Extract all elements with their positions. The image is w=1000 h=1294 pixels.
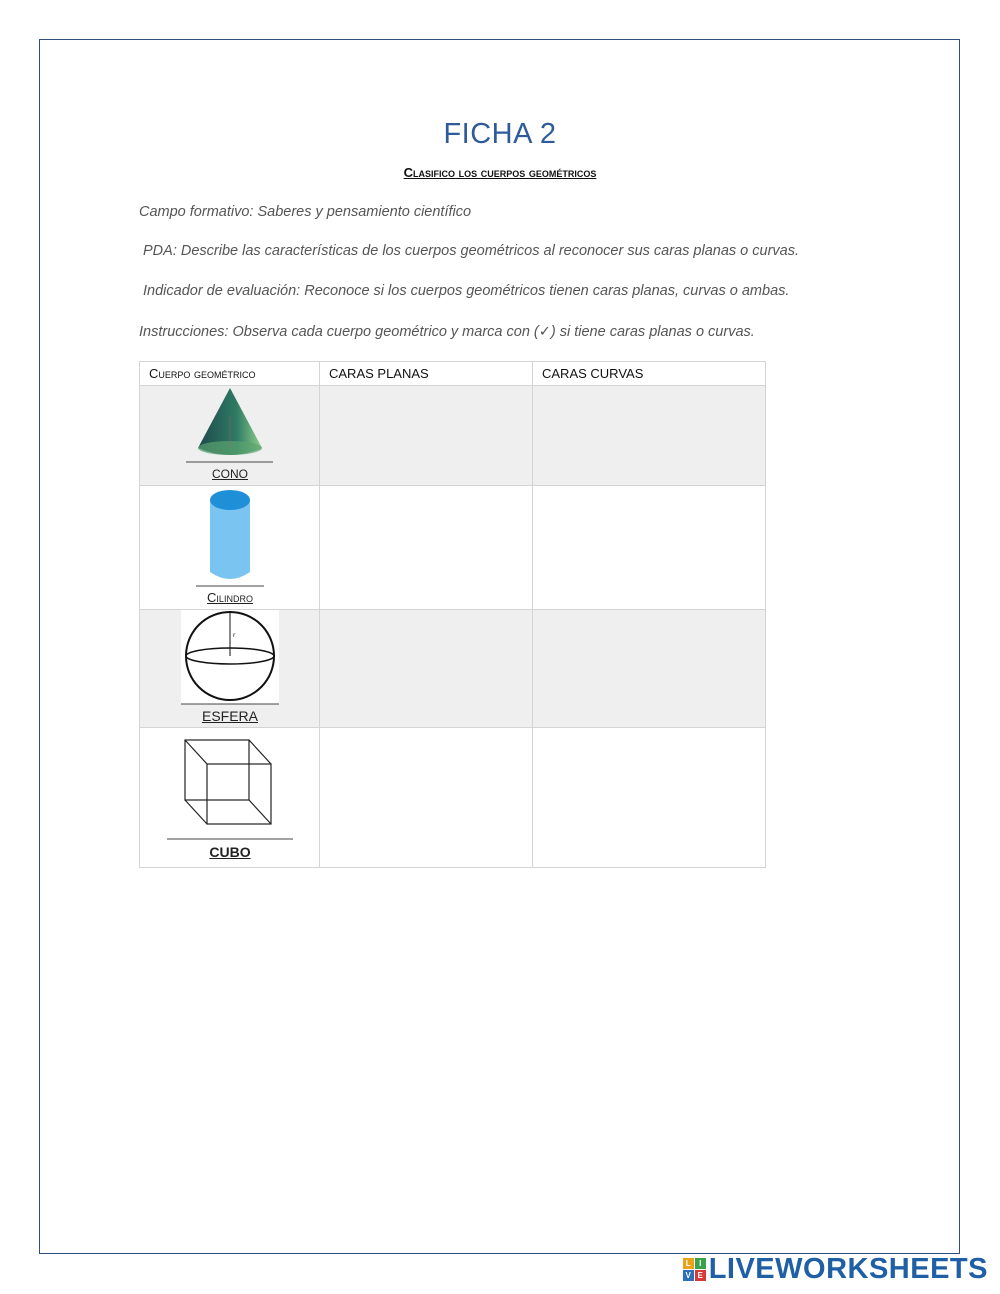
- logo-block: E: [695, 1270, 706, 1281]
- page-title: FICHA 2: [443, 118, 557, 150]
- label-esfera: ESFERA: [201, 708, 258, 724]
- cubo-caras-planas-cell[interactable]: [320, 728, 533, 868]
- logo-block: L: [683, 1258, 694, 1269]
- logo-text: LIVEWORKSHEETS: [708, 1252, 988, 1285]
- logo-block: I: [695, 1258, 706, 1269]
- page-subtitle: Clasifico los cuerpos geométricos: [403, 165, 597, 180]
- logo-blocks-icon: [683, 1258, 706, 1281]
- figure-cell-cube: [140, 728, 320, 868]
- logo-block: V: [683, 1270, 694, 1281]
- table-row: [140, 486, 766, 610]
- figure-cell-cone: [140, 386, 320, 486]
- cilindro-caras-curvas-cell[interactable]: [533, 486, 766, 610]
- header-caras-curvas: CARAS CURVAS: [533, 362, 766, 386]
- esfera-caras-planas-cell[interactable]: [320, 610, 533, 728]
- table-row: [140, 728, 766, 868]
- label-cilindro: Cilindro: [207, 590, 253, 605]
- liveworksheets-logo: [683, 1254, 988, 1284]
- esfera-caras-curvas-cell[interactable]: [533, 610, 766, 728]
- instrucciones-text: Instrucciones: Observa cada cuerpo geométrico y marca con (✓) si tiene caras planas o curvas.: [139, 324, 755, 340]
- table-header-row: [140, 362, 766, 386]
- cubo-caras-curvas-cell[interactable]: [533, 728, 766, 868]
- table-row: [140, 610, 766, 728]
- cilindro-caras-planas-cell[interactable]: [320, 486, 533, 610]
- indicador-text: Indicador de evaluación: Reconoce si los cuerpos geométricos tienen caras planas, curvas o ambas.: [143, 283, 790, 299]
- header-cuerpo: Cuerpo geométrico: [140, 362, 320, 386]
- header-caras-planas: CARAS PLANAS: [320, 362, 533, 386]
- campo-formativo: Campo formativo: Saberes y pensamiento científico: [139, 204, 472, 220]
- label-cono: CONO: [212, 467, 248, 481]
- cono-caras-planas-cell[interactable]: [320, 386, 533, 486]
- label-cubo: CUBO: [209, 844, 251, 860]
- classification-table: [139, 361, 766, 868]
- figure-cell-cylinder: [140, 486, 320, 610]
- figure-cell-sphere: [140, 610, 320, 728]
- cono-caras-curvas-cell[interactable]: [533, 386, 766, 486]
- table-row: [140, 386, 766, 486]
- pda-text: PDA: Describe las características de los cuerpos geométricos al reconocer sus caras planas o curvas.: [143, 243, 800, 259]
- radius-mark: r: [233, 632, 236, 639]
